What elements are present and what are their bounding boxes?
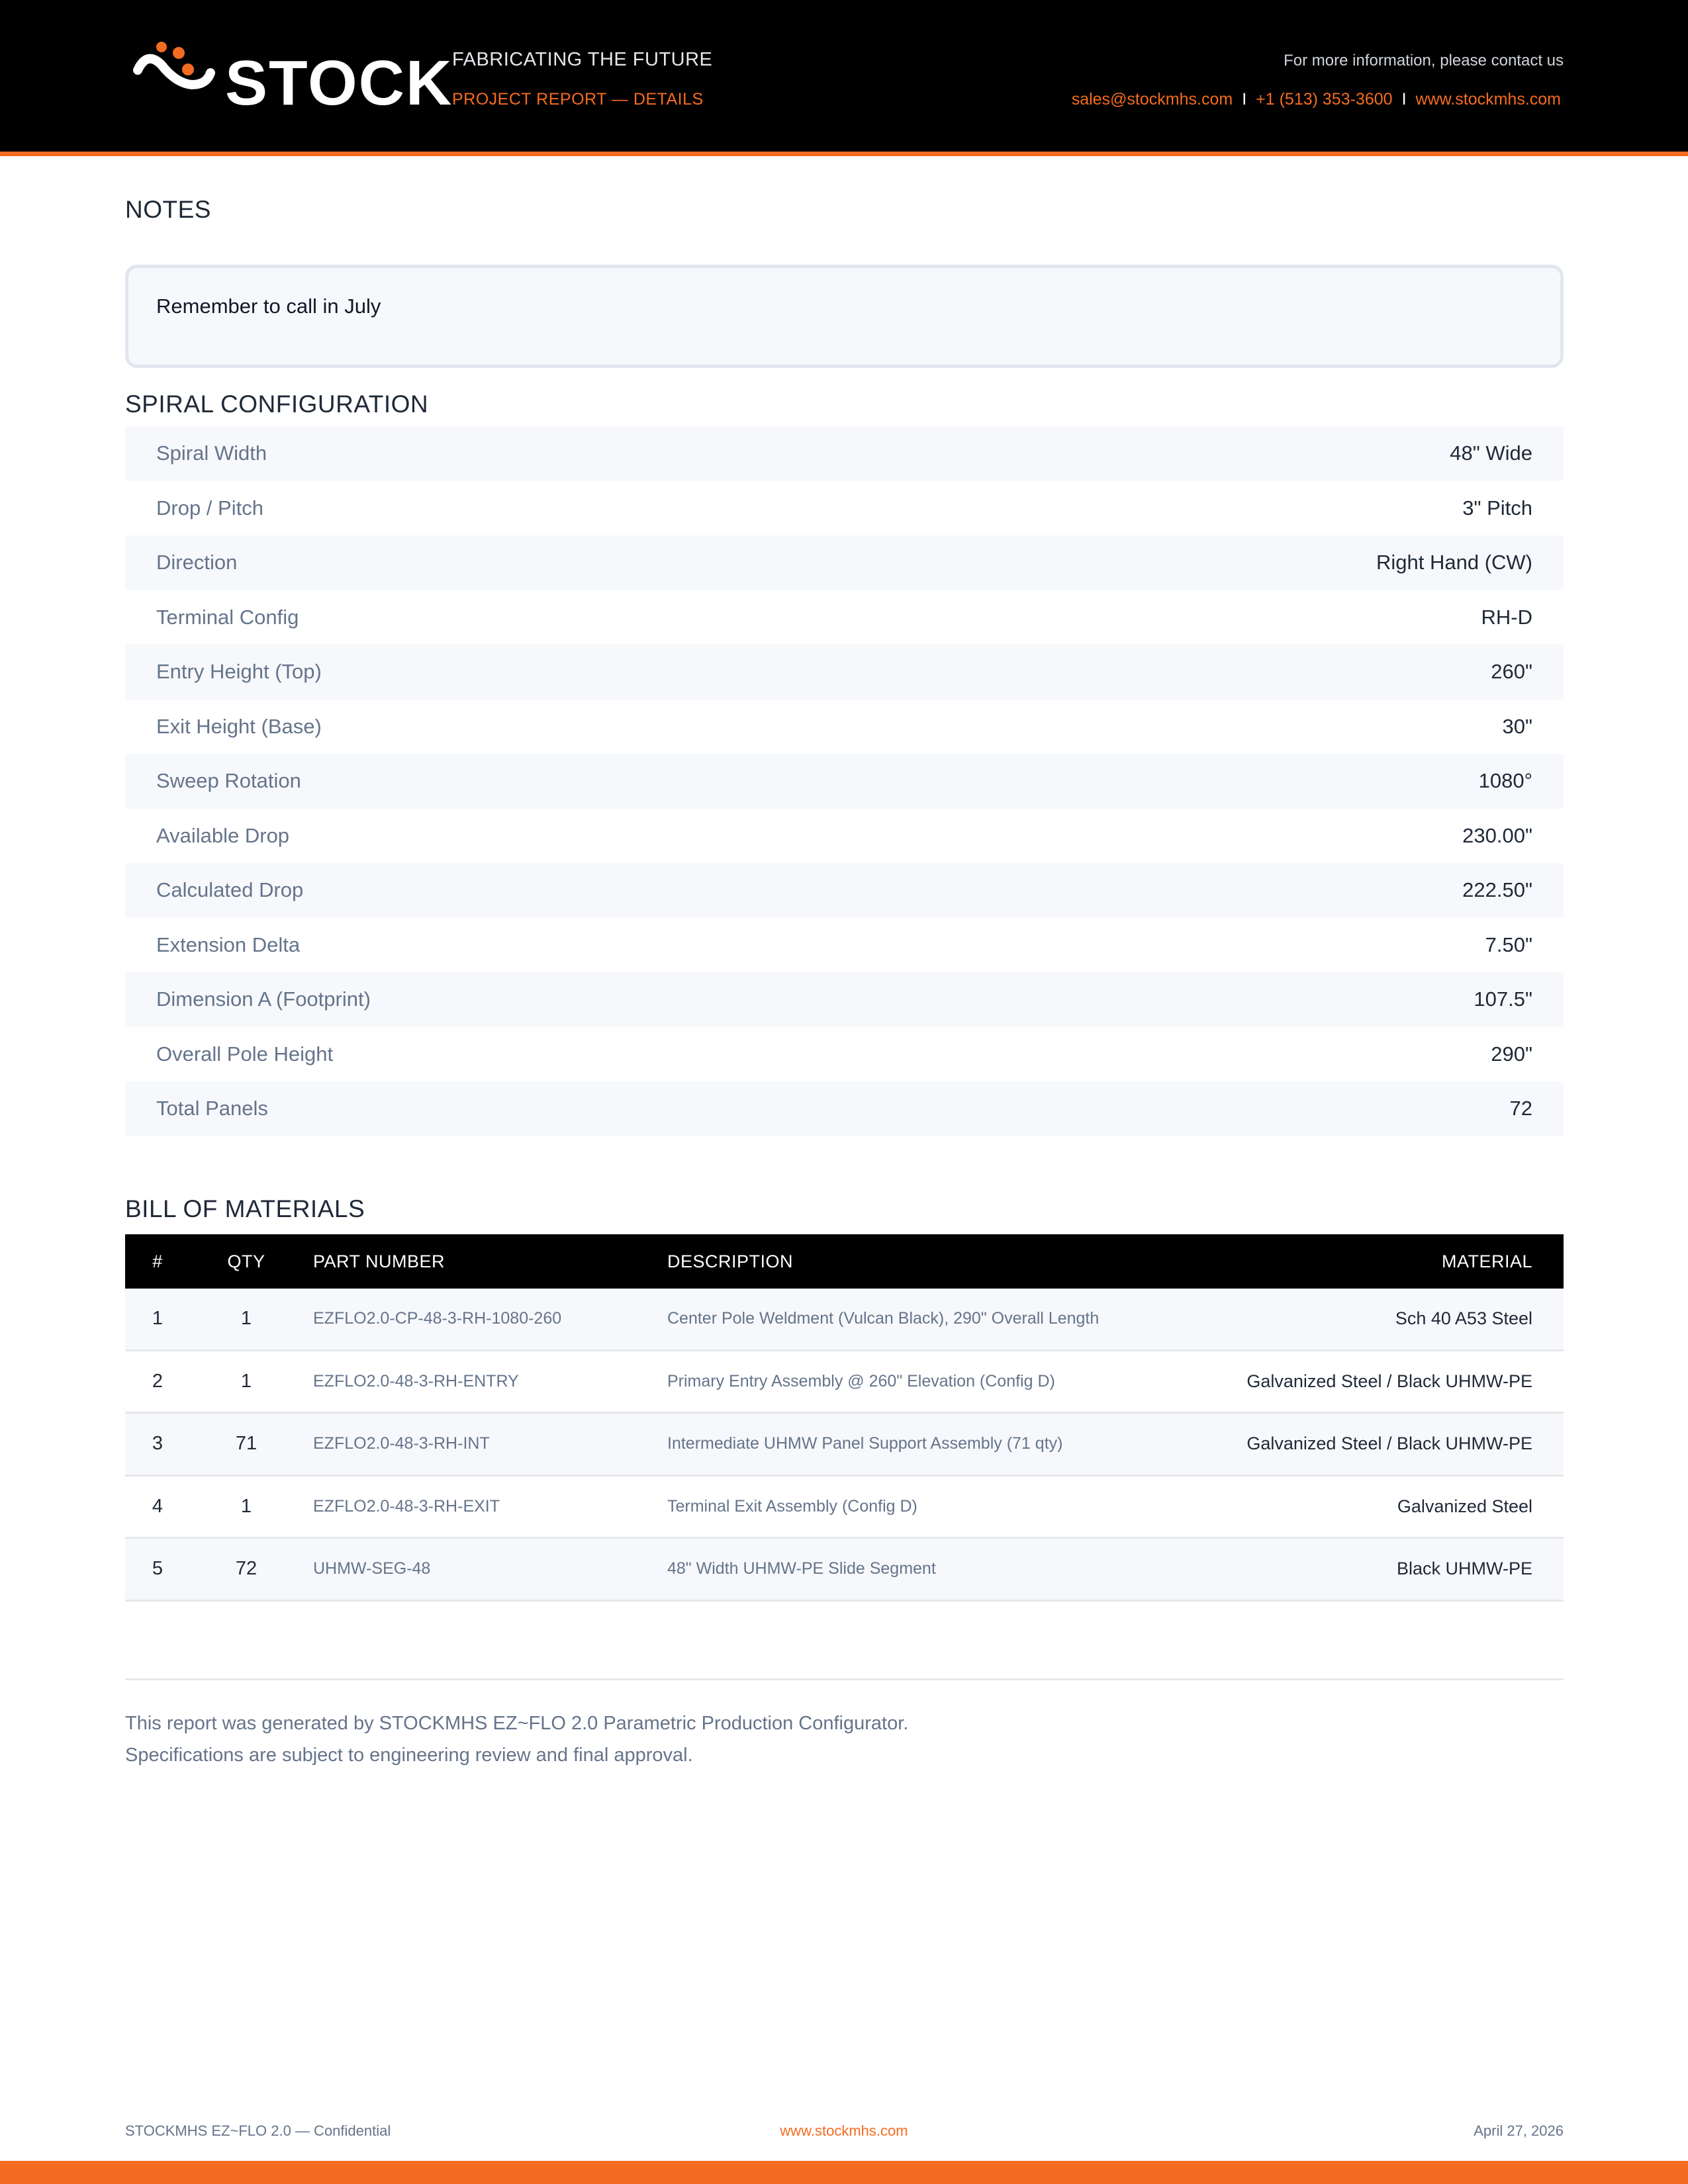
- spec-label: Sweep Rotation: [156, 769, 301, 793]
- spec-value: 72: [1509, 1097, 1532, 1120]
- contact-line: [1072, 90, 1561, 109]
- contact-label: For more information, please contact us: [1284, 52, 1564, 69]
- disclaimer-line: This report was generated by STOCKMHS EZ~FLO 2.0 Parametric Production Configurator.: [125, 1713, 909, 1734]
- spec-value: RH-D: [1481, 605, 1532, 629]
- cell-description: Primary Entry Assembly @ 260" Elevation (Config D): [667, 1371, 1055, 1390]
- spec-value: 30": [1502, 714, 1532, 738]
- spiral-configuration-table: [125, 426, 1564, 1136]
- cell-part-number: EZFLO2.0-48-3-RH-INT: [313, 1434, 490, 1453]
- spec-row: [125, 481, 1564, 536]
- cell-material: Galvanized Steel / Black UHMW-PE: [1246, 1433, 1532, 1454]
- table-row: [125, 1289, 1564, 1351]
- table-row: [125, 1477, 1564, 1539]
- spec-value: 230.00": [1462, 823, 1532, 847]
- contact-separator: I: [1242, 90, 1247, 109]
- tagline: FABRICATING THE FUTURE: [452, 49, 713, 70]
- contact-separator: I: [1401, 90, 1407, 109]
- spec-label: Extension Delta: [156, 933, 301, 956]
- spec-label: Direction: [156, 551, 238, 574]
- website-link[interactable]: www.stockmhs.com: [1415, 90, 1561, 109]
- spec-value: 3" Pitch: [1462, 496, 1532, 520]
- column-header-qty: QTY: [227, 1251, 265, 1271]
- cell-number: 5: [152, 1558, 164, 1580]
- cell-part-number: UHMW-SEG-48: [313, 1559, 431, 1578]
- cell-part-number: EZFLO2.0-CP-48-3-RH-1080-260: [313, 1309, 562, 1328]
- spec-value: 1080°: [1478, 769, 1532, 793]
- spec-value: 48" Wide: [1450, 441, 1532, 465]
- column-header-number: #: [152, 1251, 163, 1271]
- divider: [125, 1678, 1564, 1680]
- spec-label: Total Panels: [156, 1097, 268, 1120]
- spec-value: 7.50": [1485, 933, 1532, 956]
- cell-material: Galvanized Steel / Black UHMW-PE: [1246, 1371, 1532, 1391]
- disclaimer: [125, 1707, 908, 1771]
- spec-row: [125, 535, 1564, 590]
- disclaimer-line: Specifications are subject to engineering review and final approval.: [125, 1745, 693, 1766]
- spec-row: [125, 1027, 1564, 1082]
- cell-part-number: EZFLO2.0-48-3-RH-EXIT: [313, 1496, 500, 1516]
- cell-description: 48" Width UHMW-PE Slide Segment: [667, 1559, 936, 1578]
- cell-qty: 72: [235, 1558, 258, 1580]
- spec-label: Overall Pole Height: [156, 1042, 334, 1066]
- cell-material: Sch 40 A53 Steel: [1395, 1308, 1532, 1329]
- spec-row: [125, 754, 1564, 809]
- table-row: [125, 1539, 1564, 1602]
- notes-heading: NOTES: [125, 196, 211, 223]
- column-header-material: MATERIAL: [1441, 1251, 1532, 1271]
- spec-row: [125, 863, 1564, 918]
- spec-value: 260": [1491, 660, 1532, 684]
- cell-number: 2: [152, 1370, 164, 1392]
- cell-number: 1: [152, 1308, 164, 1330]
- spec-label: Available Drop: [156, 823, 290, 847]
- spec-label: Exit Height (Base): [156, 714, 322, 738]
- cell-qty: 1: [240, 1370, 252, 1392]
- cell-number: 3: [152, 1433, 164, 1455]
- cell-material: Black UHMW-PE: [1396, 1559, 1532, 1579]
- logo-mark-icon: [132, 38, 225, 111]
- cell-qty: 71: [235, 1433, 258, 1455]
- phone-link[interactable]: +1 (513) 353-3600: [1256, 90, 1393, 109]
- table-header: [125, 1234, 1564, 1289]
- spiral-configuration-heading: SPIRAL CONFIGURATION: [125, 390, 429, 418]
- cell-description: Center Pole Weldment (Vulcan Black), 290" Overall Length: [667, 1309, 1100, 1328]
- spec-label: Drop / Pitch: [156, 496, 263, 520]
- footer-website-link[interactable]: www.stockmhs.com: [780, 2122, 908, 2139]
- cell-qty: 1: [240, 1495, 252, 1517]
- spec-row: [125, 700, 1564, 754]
- footer-date: April 27, 2026: [1474, 2122, 1564, 2139]
- table-row: [125, 1351, 1564, 1414]
- spec-label: Entry Height (Top): [156, 660, 322, 684]
- report-subtitle: PROJECT REPORT — DETAILS: [452, 90, 704, 109]
- logo-text: STOCK: [225, 48, 453, 118]
- cell-description: Intermediate UHMW Panel Support Assembly (71 qty): [667, 1434, 1063, 1453]
- spec-label: Spiral Width: [156, 441, 267, 465]
- stock-logo: [132, 38, 453, 118]
- cell-description: Terminal Exit Assembly (Config D): [667, 1496, 917, 1516]
- spec-value: 290": [1491, 1042, 1532, 1066]
- spec-value: 222.50": [1462, 878, 1532, 902]
- notes-box: Remember to call in July: [125, 265, 1564, 368]
- spec-value: 107.5": [1474, 987, 1532, 1011]
- spec-label: Dimension A (Footprint): [156, 987, 371, 1011]
- spec-row: [125, 918, 1564, 973]
- spec-row: [125, 645, 1564, 700]
- table-row: [125, 1414, 1564, 1477]
- spec-row: [125, 590, 1564, 645]
- cell-part-number: EZFLO2.0-48-3-RH-ENTRY: [313, 1371, 519, 1390]
- spec-row: [125, 426, 1564, 481]
- table-body: [125, 1289, 1564, 1602]
- spec-row: [125, 809, 1564, 864]
- footer-confidential: STOCKMHS EZ~FLO 2.0 — Confidential: [125, 2122, 391, 2139]
- column-header-description: DESCRIPTION: [667, 1251, 794, 1271]
- column-header-part-number: PART NUMBER: [313, 1251, 445, 1271]
- email-link[interactable]: sales@stockmhs.com: [1071, 90, 1233, 109]
- bill-of-materials-table: [125, 1234, 1564, 1602]
- bill-of-materials-heading: BILL OF MATERIALS: [125, 1195, 365, 1222]
- page-header: [0, 0, 1688, 156]
- cell-qty: 1: [240, 1308, 252, 1330]
- spec-label: Calculated Drop: [156, 878, 304, 902]
- spec-row: [125, 1081, 1564, 1136]
- footer-accent-bar: [0, 2161, 1688, 2184]
- spec-row: [125, 972, 1564, 1027]
- cell-number: 4: [152, 1495, 164, 1517]
- spec-value: Right Hand (CW): [1376, 551, 1532, 574]
- cell-material: Galvanized Steel: [1397, 1496, 1532, 1516]
- spec-label: Terminal Config: [156, 605, 299, 629]
